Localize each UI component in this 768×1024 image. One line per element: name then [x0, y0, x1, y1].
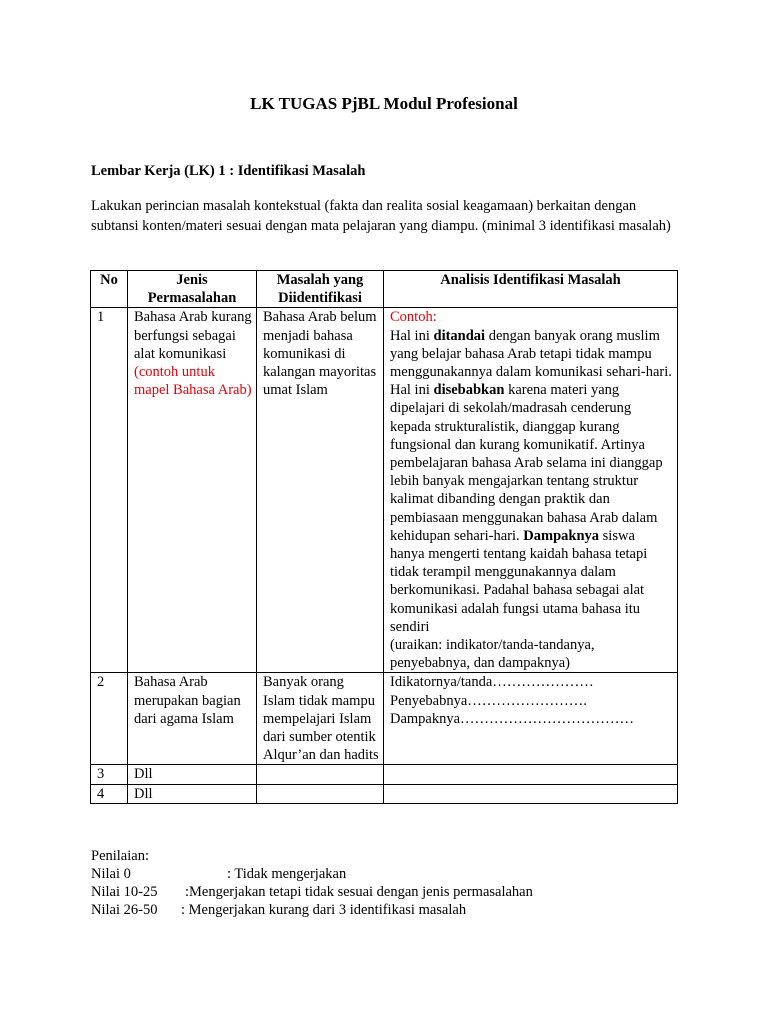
analisis-cell — [384, 673, 678, 765]
example-note: (contoh untuk mapel Bahasa Arab) — [134, 364, 252, 399]
header-jenis: Jenis Permasalahan — [128, 271, 257, 308]
analisis-text: Hal ini ditandai dengan banyak orang muslim yang belajar bahasa Arab tetapi tidak mampu menggunakannya dalam komunikasi sehari-hari. Hal ini disebabkan karena materi yang dipelajari di sekolah/madrasah cenderung kepada strukturalistik, dianggap kurang fungsional dan kurang komunikatif. Artinya pembelajaran bahasa Arab selama ini dianggap lebih banyak mengajarkan tentang struktur kalimat dibanding dengan praktik dan pembiasaan menggunakan bahasa Arab dalam kehidupan sehari-hari. Dampaknya siswa hanya mengerti tentang kaidah bahasa tetapi tidak terampil menggunakannya dalam berkomunikasi. Padahal bahasa sebagai alat komunikasi adalah fungsi utama bahasa itu sendiri — [390, 327, 672, 635]
row-number: 1 — [91, 308, 128, 673]
table-row — [91, 765, 678, 784]
jenis-text: Bahasa Arab kurang berfungsi sebagai alat komunikasi — [134, 309, 252, 362]
row-number: 2 — [91, 673, 128, 765]
indicator-line: Idikatornya/tanda………………… — [390, 674, 594, 691]
table-header-row — [91, 271, 678, 308]
header-analisis: Analisis Identifikasi Masalah — [384, 271, 678, 308]
scoring-section — [91, 847, 533, 919]
row-number: 4 — [91, 784, 128, 803]
masalah-cell: Bahasa Arab belum menjadi bahasa komunikasi di kalangan mayoritas umat Islam — [257, 308, 384, 673]
example-label: Contoh: — [390, 309, 437, 326]
impact-line: Dampaknya……………………………… — [390, 710, 635, 727]
scoring-desc: : Tidak mengerjakan — [227, 866, 347, 882]
cause-line: Penyebabnya……………………. — [390, 692, 587, 709]
row-number: 3 — [91, 765, 128, 784]
masalah-cell — [257, 784, 384, 803]
table-row — [91, 308, 678, 673]
header-no: No — [91, 271, 128, 308]
masalah-cell: Banyak orang Islam tidak mampu mempelajari Islam dari sumber otentik Alqur’an dan hadits — [257, 673, 384, 765]
analisis-cell — [384, 784, 678, 803]
scoring-item — [91, 883, 533, 901]
intro-paragraph: Lakukan perincian masalah kontekstual (fakta dan realita sosial keagamaan) berkaitan dengan subtansi konten/materi sesuai dengan mata pelajaran yang diampu. (minimal 3 identifikasi masalah) — [91, 198, 671, 234]
jenis-cell: Dll — [128, 765, 257, 784]
scoring-desc: :Mengerjakan tetapi tidak sesuai dengan jenis permasalahan — [185, 884, 533, 900]
scoring-label: Nilai 10-25 — [91, 884, 158, 900]
jenis-cell: Dll — [128, 784, 257, 803]
analisis-cell — [384, 308, 678, 673]
table-row — [91, 673, 678, 765]
analisis-note: (uraikan: indikator/tanda-tandanya, penyebabnya, dan dampaknya) — [390, 637, 595, 672]
scoring-title: Penilaian: — [91, 848, 149, 864]
header-masalah: Masalah yang Diidentifikasi — [257, 271, 384, 308]
scoring-desc: : Mengerjakan kurang dari 3 identifikasi masalah — [181, 902, 467, 918]
scoring-label: Nilai 26-50 — [91, 902, 158, 918]
scoring-item — [91, 865, 533, 883]
jenis-cell — [128, 308, 257, 673]
scoring-label: Nilai 0 — [91, 866, 131, 882]
masalah-cell — [257, 765, 384, 784]
problem-table — [90, 270, 678, 804]
document-title: LK TUGAS PjBL Modul Profesional — [250, 94, 518, 113]
scoring-item — [91, 901, 533, 919]
section-heading: Lembar Kerja (LK) 1 : Identifikasi Masalah — [91, 163, 366, 179]
jenis-cell: Bahasa Arab merupakan bagian dari agama Islam — [128, 673, 257, 765]
analisis-cell — [384, 765, 678, 784]
table-row — [91, 784, 678, 803]
